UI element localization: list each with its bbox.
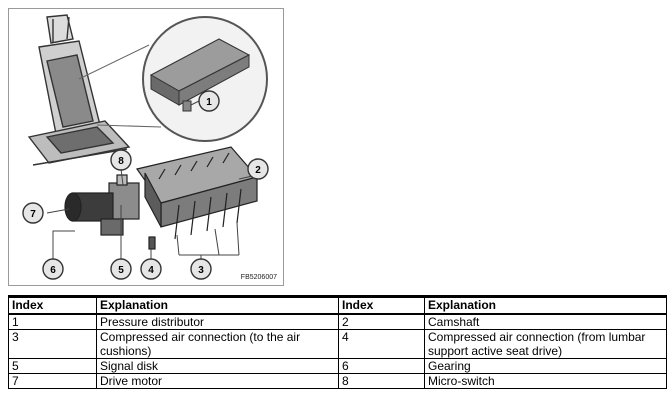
callout-6-label: 6 [50, 265, 56, 276]
table-row [9, 314, 667, 330]
table-row [9, 330, 667, 359]
callout-4-label: 4 [148, 265, 154, 276]
table-row [9, 359, 667, 374]
header-explanation-a: Explanation [97, 297, 339, 315]
index-cell: 7 [9, 374, 97, 389]
figure-code: FB5206007 [240, 274, 277, 281]
callout-7-label: 7 [30, 209, 36, 220]
callout-5-label: 5 [118, 265, 124, 276]
explanation-cell: Micro-switch [425, 374, 667, 389]
callout-2-label: 2 [255, 165, 261, 176]
explanation-cell: Camshaft [425, 314, 667, 330]
callout-1-label: 1 [206, 97, 212, 108]
index-cell: 3 [9, 330, 97, 359]
index-cell: 1 [9, 314, 97, 330]
explanation-cell: Pressure distributor [97, 314, 339, 330]
callout-3-label: 3 [198, 265, 204, 276]
explanation-cell: Compressed air connection (from lumbar support active seat drive) [425, 330, 667, 359]
explanation-cell: Signal disk [97, 359, 339, 374]
index-cell: 6 [339, 359, 425, 374]
explanation-cell: Gearing [425, 359, 667, 374]
detail-magnifier [143, 17, 267, 141]
table-row [9, 374, 667, 389]
mechanism-drawing [65, 147, 257, 249]
explanation-cell: Compressed air connection (to the air cushions) [97, 330, 339, 359]
header-index-b: Index [339, 297, 425, 315]
callout-8-label: 8 [118, 156, 124, 167]
index-cell: 4 [339, 330, 425, 359]
index-cell: 5 [9, 359, 97, 374]
index-cell: 8 [339, 374, 425, 389]
legend-header-row [9, 297, 667, 315]
technical-illustration [8, 8, 284, 286]
header-explanation-b: Explanation [425, 297, 667, 315]
seat-pressure-distributor-drawing [9, 9, 285, 287]
index-cell: 2 [339, 314, 425, 330]
header-index-a: Index [9, 297, 97, 315]
legend-table [8, 295, 667, 389]
explanation-cell: Drive motor [97, 374, 339, 389]
seat-frame-drawing [29, 15, 129, 165]
